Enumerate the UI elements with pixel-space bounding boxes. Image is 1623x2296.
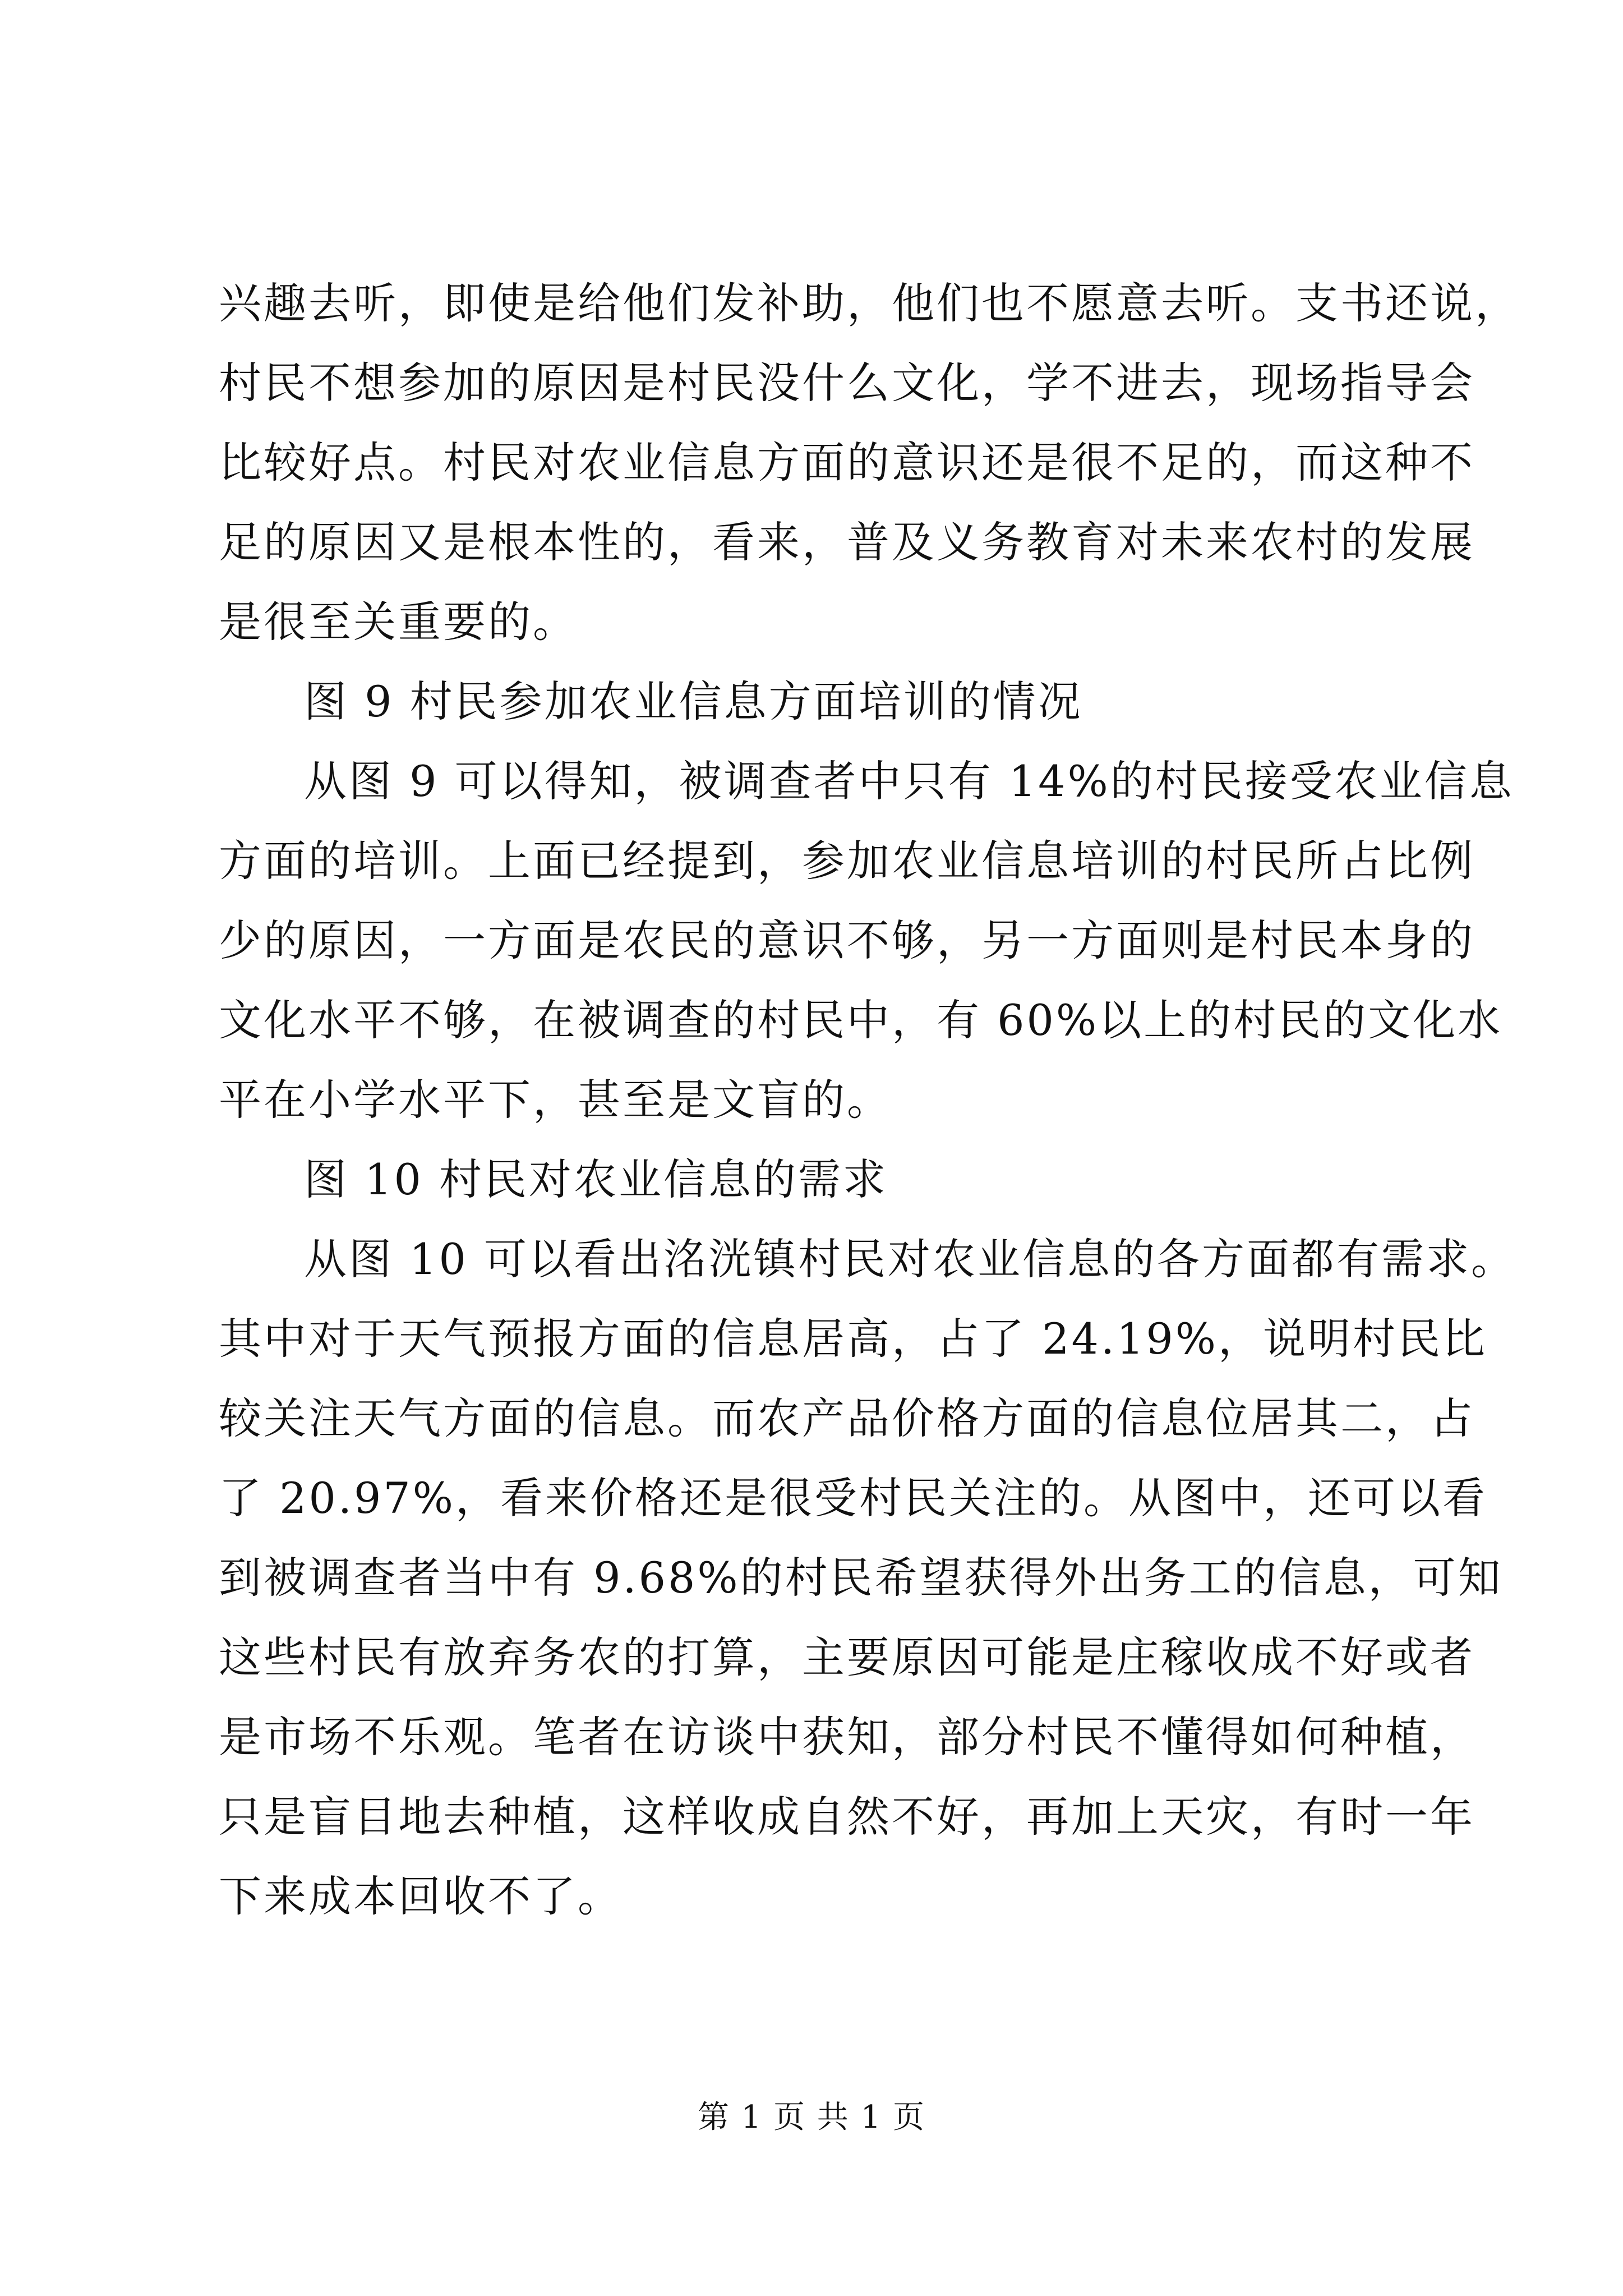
text-line: 是很至关重要的。	[219, 597, 578, 647]
document-body	[219, 264, 1520, 1936]
text-line: 少的原因，一方面是农民的意识不够，另一方面则是村民本身的	[219, 915, 1475, 965]
text-line: 方面的培训。上面已经提到，参加农业信息培训的村民所占比例	[219, 836, 1475, 886]
text-line: 从图 9 可以得知，被调查者中只有 14%的村民接受农业信息	[304, 756, 1514, 806]
text-line: 其中对于天气预报方面的信息居高，占了 24.19%，说明村民比	[219, 1314, 1487, 1364]
text-line: 比较好点。村民对农业信息方面的意识还是很不足的，而这种不	[219, 438, 1475, 487]
text-line: 足的原因又是根本性的，看来，普及义务教育对未来农村的发展	[219, 517, 1475, 567]
text-line: 这些村民有放弃务农的打算，主要原因可能是庄稼收成不好或者	[219, 1632, 1475, 1682]
text-line: 文化水平不够，在被调查的村民中，有 60%以上的村民的文化水	[219, 995, 1503, 1045]
text-line: 较关注天气方面的信息。而农产品价格方面的信息位居其二，占	[219, 1393, 1475, 1443]
text-line: 村民不想参加的原因是村民没什么文化，学不进去，现场指导会	[219, 358, 1475, 408]
page-footer: 第 1 页 共 1 页	[697, 2099, 926, 2136]
text-line: 从图 10 可以看出洺洸镇村民对农业信息的各方面都有需求。	[304, 1234, 1516, 1284]
text-line: 到被调查者当中有 9.68%的村民希望获得外出务工的信息，可知	[219, 1553, 1503, 1603]
text-line: 兴趣去听，即使是给他们发补助，他们也不愿意去听。支书还说，	[219, 278, 1520, 328]
figure-caption: 图 9 村民参加农业信息方面培训的情况	[304, 677, 1083, 726]
text-line: 了 20.97%，看来价格还是很受村民关注的。从图中，还可以看	[219, 1473, 1487, 1523]
text-line: 是市场不乐观。笔者在访谈中获知，部分村民不懂得如何种植，	[219, 1712, 1475, 1762]
text-line: 平在小学水平下，甚至是文盲的。	[219, 1075, 892, 1125]
text-line: 下来成本回收不了。	[219, 1871, 623, 1921]
figure-caption: 图 10 村民对农业信息的需求	[304, 1154, 888, 1204]
text-line: 只是盲目地去种植，这样收成自然不好，再加上天灾，有时一年	[219, 1792, 1475, 1842]
